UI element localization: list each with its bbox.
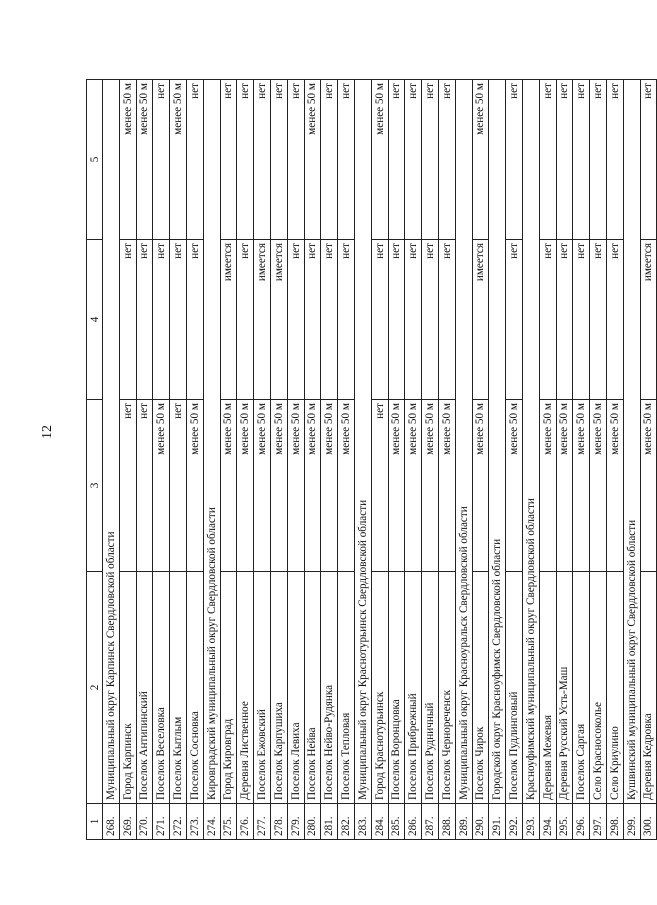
column-3-value: менее 50 м [254,400,271,572]
row-number: 270. [136,804,153,840]
settlement-name: Поселок Левиха [287,572,304,804]
column-5-value: менее 50 м [371,80,388,240]
table-row [270,80,287,840]
column-5-value: нет [506,80,523,240]
row-number: 268. [103,804,120,840]
column-header: 1 [87,804,103,840]
settlement-name: Деревня Русский Усть-Маш [556,572,573,804]
column-4-value: нет [338,240,355,400]
column-5-value: нет [254,80,271,240]
column-3-value: менее 50 м [556,400,573,572]
column-3-value: менее 50 м [153,400,170,572]
settlement-name: Поселок Карпушиха [270,572,287,804]
group-header-row [623,80,640,840]
column-4-value: нет [422,240,439,400]
table-row [590,80,607,840]
row-number: 274. [203,804,220,840]
settlement-name: Город Кировград [220,572,237,804]
row-number: 275. [220,804,237,840]
column-4-value: нет [590,240,607,400]
row-number: 273. [186,804,203,840]
column-3-value: менее 50 м [573,400,590,572]
settlement-name: Поселок Пудлинговый [506,572,523,804]
column-4-value: нет [371,240,388,400]
column-5-value: менее 50 м [472,80,489,240]
row-number: 300. [640,804,657,840]
column-3-value: менее 50 м [186,400,203,572]
settlement-name: Поселок Веселовка [153,572,170,804]
rotated-table-container [86,80,655,840]
settlement-name: Поселок Нейва [304,572,321,804]
column-header: 2 [87,572,103,804]
row-number: 296. [573,804,590,840]
column-5-value: нет [422,80,439,240]
column-4-value: нет [186,240,203,400]
settlement-name: Деревня Межевая [539,572,556,804]
table-row [640,80,657,840]
column-4-value: нет [506,240,523,400]
table-row [388,80,405,840]
column-4-value: нет [153,240,170,400]
table-row [170,80,187,840]
settlement-name: Поселок Нейво-Рудянка [321,572,338,804]
column-5-value: нет [270,80,287,240]
row-number: 285. [388,804,405,840]
column-5-value: нет [287,80,304,240]
column-3-value: менее 50 м [237,400,254,572]
column-4-value: нет [321,240,338,400]
column-3-value: менее 50 м [472,400,489,572]
column-3-value: менее 50 м [304,400,321,572]
table-row [153,80,170,840]
settlements-table [86,79,657,840]
row-number: 297. [590,804,607,840]
column-5-value: менее 50 м [170,80,187,240]
column-3-value: менее 50 м [640,400,657,572]
column-3-value: менее 50 м [388,400,405,572]
column-header: 4 [87,240,103,400]
column-4-value: нет [304,240,321,400]
settlement-name: Поселок Антипинский [136,572,153,804]
row-number: 286. [405,804,422,840]
settlement-name: Поселок Тепловая [338,572,355,804]
settlement-name: Деревня Кедровка [640,572,657,804]
column-4-value: нет [539,240,556,400]
row-number: 293. [522,804,539,840]
group-title: Муниципальный округ Красноуральск Свердловской области [455,80,472,804]
table-row [338,80,355,840]
row-number: 279. [287,804,304,840]
row-number: 282. [338,804,355,840]
column-5-value: нет [539,80,556,240]
settlement-name: Поселок Сосновка [186,572,203,804]
settlement-name: Деревня Лиственное [237,572,254,804]
table-row [438,80,455,840]
row-number: 292. [506,804,523,840]
group-header-row [522,80,539,840]
row-number: 271. [153,804,170,840]
group-header-row [203,80,220,840]
row-number: 295. [556,804,573,840]
header-row [87,80,103,840]
column-3-value: менее 50 м [338,400,355,572]
column-4-value: нет [136,240,153,400]
column-5-value: нет [573,80,590,240]
column-4-value: имеется [640,240,657,400]
settlement-name: Поселок Прибрежный [405,572,422,804]
column-3-value: нет [119,400,136,572]
column-4-value: имеется [220,240,237,400]
row-number: 291. [489,804,506,840]
table-row [556,80,573,840]
column-4-value: имеется [472,240,489,400]
column-4-value: нет [573,240,590,400]
column-4-value: нет [388,240,405,400]
group-title: Кировградский муниципальный округ Свердловской области [203,80,220,804]
row-number: 278. [270,804,287,840]
column-5-value: менее 50 м [119,80,136,240]
column-3-value: нет [136,400,153,572]
row-number: 272. [170,804,187,840]
column-5-value: нет [237,80,254,240]
table-row [321,80,338,840]
table-row [220,80,237,840]
row-number: 283. [354,804,371,840]
column-3-value: менее 50 м [438,400,455,572]
table-row [254,80,271,840]
table-row [422,80,439,840]
settlement-name: Поселок Саргая [573,572,590,804]
group-title: Муниципальный округ Карпинск Свердловской области [103,80,120,804]
column-3-value: менее 50 м [422,400,439,572]
row-number: 284. [371,804,388,840]
settlement-name: Поселок Чирок [472,572,489,804]
column-3-value: менее 50 м [321,400,338,572]
column-4-value: нет [119,240,136,400]
column-header: 3 [87,400,103,572]
column-3-value: менее 50 м [270,400,287,572]
table-body [87,80,657,840]
group-header-row [103,80,120,840]
column-3-value: менее 50 м [405,400,422,572]
column-5-value: нет [606,80,623,240]
table-row [371,80,388,840]
page-number: 12 [40,425,55,439]
column-5-value: нет [186,80,203,240]
column-4-value: нет [405,240,422,400]
column-4-value: нет [556,240,573,400]
column-5-value: нет [438,80,455,240]
table-row [539,80,556,840]
column-5-value: нет [556,80,573,240]
table-row [472,80,489,840]
table-row [405,80,422,840]
table-row [186,80,203,840]
column-5-value: нет [220,80,237,240]
settlement-name: Село Красносоколье [590,572,607,804]
row-number: 289. [455,804,472,840]
table-row [573,80,590,840]
group-header-row [489,80,506,840]
table-row [304,80,321,840]
column-3-value: менее 50 м [590,400,607,572]
group-title: Муниципальный округ Краснотурьинск Свердловской области [354,80,371,804]
row-number: 277. [254,804,271,840]
column-5-value: нет [590,80,607,240]
table-row [237,80,254,840]
settlement-name: Город Карпинск [119,572,136,804]
column-4-value: нет [438,240,455,400]
settlement-name: Поселок Рудничный [422,572,439,804]
column-3-value: нет [371,400,388,572]
column-5-value: нет [338,80,355,240]
table-row [506,80,523,840]
settlement-name: Поселок Кытлым [170,572,187,804]
group-header-row [455,80,472,840]
column-5-value: нет [388,80,405,240]
column-4-value: нет [170,240,187,400]
row-number: 276. [237,804,254,840]
row-number: 288. [438,804,455,840]
row-number: 298. [606,804,623,840]
settlement-name: Город Краснотурьинск [371,572,388,804]
column-4-value: имеется [254,240,271,400]
column-3-value: менее 50 м [220,400,237,572]
column-5-value: нет [405,80,422,240]
row-number: 280. [304,804,321,840]
group-title: Красноуфимский муниципальный округ Свердловской области [522,80,539,804]
column-4-value: нет [606,240,623,400]
column-header: 5 [87,80,103,240]
column-3-value: менее 50 м [287,400,304,572]
column-5-value: менее 50 м [304,80,321,240]
row-number: 281. [321,804,338,840]
column-5-value: нет [321,80,338,240]
column-4-value: нет [287,240,304,400]
column-4-value: нет [237,240,254,400]
table-row [606,80,623,840]
column-3-value: менее 50 м [539,400,556,572]
settlement-name: Поселок Ежовский [254,572,271,804]
row-number: 290. [472,804,489,840]
table-row [119,80,136,840]
column-3-value: нет [170,400,187,572]
group-title: Кушвинский муниципальный округ Свердловской области [623,80,640,804]
row-number: 269. [119,804,136,840]
table-row [287,80,304,840]
table-row [136,80,153,840]
column-3-value: менее 50 м [606,400,623,572]
settlement-name: Поселок Чернореченск [438,572,455,804]
row-number: 287. [422,804,439,840]
group-title: Городской округ Красноуфимск Свердловской области [489,80,506,804]
column-4-value: имеется [270,240,287,400]
group-header-row [354,80,371,840]
column-5-value: нет [153,80,170,240]
row-number: 299. [623,804,640,840]
column-5-value: нет [640,80,657,240]
settlement-name: Село Криулино [606,572,623,804]
row-number: 294. [539,804,556,840]
settlement-name: Поселок Воронцовка [388,572,405,804]
column-3-value: менее 50 м [506,400,523,572]
column-5-value: менее 50 м [136,80,153,240]
